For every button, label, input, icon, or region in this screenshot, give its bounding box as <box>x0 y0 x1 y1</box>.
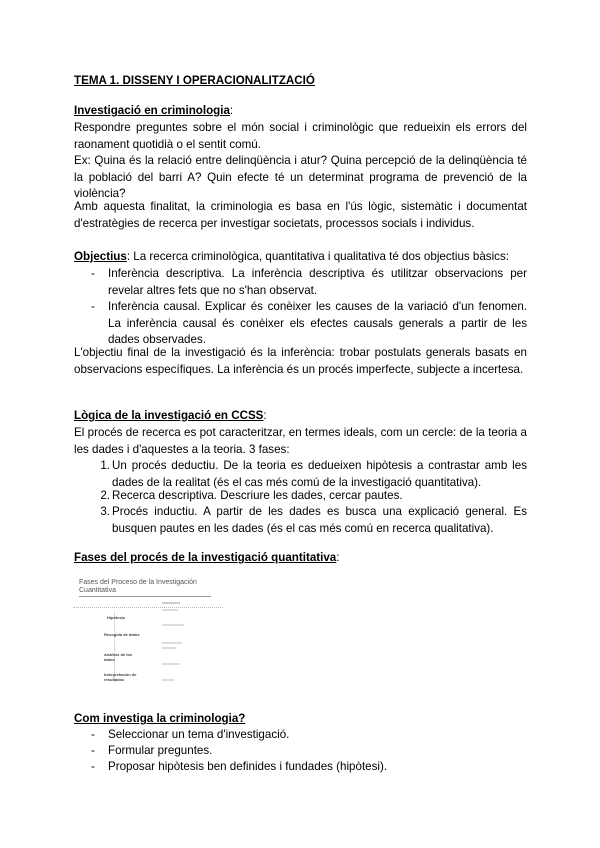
list-item: Proposar hipòtesis ben definides i fundades (hipòtesi). <box>108 760 388 773</box>
paragraph: El procés de recerca es pot caracteritzar, en termes ideals, com un cercle: de la teoria a les dades i d'aquestes a la teoria. 3 fases: <box>74 426 527 456</box>
paragraph: Ex: Quina és la relació entre delinqüència i atur? Quina percepció de la delinqüència té la població del barri A? Quin efecte té un determinat programa de prevenció de la violència? <box>74 154 527 201</box>
list-item: Inferència descriptiva. La inferència descriptiva és utilitzar observacions per revelar altres fets que no s'han observat. <box>108 267 527 297</box>
heading-text: Investigació en criminologia <box>74 104 230 117</box>
list-bullet: - <box>91 744 95 757</box>
paragraph: Amb aquesta finalitat, la criminologia es basa en l'ús lògic, sistemàtic i documentat d'estratègies de recerca per investigar societats, processos socials i individus. <box>74 200 527 230</box>
list-item: Recerca descriptiva. Descriure les dades, cercar pautes. <box>112 489 403 502</box>
figure-title: Fases del Proceso de la Investigación Cuantitativa <box>79 579 197 594</box>
figure-mark <box>162 624 184 626</box>
heading-text: Objectius <box>74 250 127 263</box>
figure-label: Interpretación de resultados <box>104 672 137 682</box>
objectius-paragraph <box>74 249 527 266</box>
figure-label: Recogida de datos <box>104 632 140 637</box>
list-bullet: - <box>91 267 95 280</box>
section-heading-fases: Fases del procés de la investigació quantitativa: <box>74 551 340 564</box>
figure-mark <box>162 609 178 611</box>
list-bullet: - <box>91 300 95 313</box>
intro-text: : La recerca criminològica, quantitativa i qualitativa té dos objectius bàsics: <box>126 250 509 263</box>
paragraph: L'objectiu final de la investigació és la inferència: trobar postulats generals basats en observacions específiques. La inferència és un procés imperfecte, subjecte a incertesa. <box>74 346 527 376</box>
list-item: Inferència causal. Explicar és conèixer les causes de la variació d'un fenomen. La inferència causal és conèixer els efectes causals generals a partir de les dades observades. <box>108 300 527 347</box>
list-number: 3. <box>100 505 110 518</box>
list-number: 2. <box>100 489 110 502</box>
figure-mark <box>162 679 174 681</box>
figure-mark <box>162 647 176 649</box>
heading-text: Lògica de la investigació en CCSS <box>74 409 264 422</box>
list-bullet: - <box>91 728 95 741</box>
list-bullet: - <box>91 760 95 773</box>
heading-text: Fases del procés de la investigació quantitativa <box>74 551 337 564</box>
paragraph: Respondre preguntes sobre el món social i criminològic que redueixin els errors del raonament quotidià o el sentit comú. <box>74 121 527 151</box>
figure-label: Análisis de los datos <box>104 652 133 662</box>
list-item: Formular preguntes. <box>108 744 213 757</box>
list-number: 1. <box>100 459 110 472</box>
figure-rule <box>79 596 211 597</box>
figure-mark <box>162 602 180 604</box>
section-heading-com-investiga: Com investiga la criminologia? <box>74 712 246 725</box>
list-item: Seleccionar un tema d'investigació. <box>108 728 290 741</box>
figure-label: Hipótesis <box>107 615 126 620</box>
process-figure <box>70 575 230 690</box>
document-title: TEMA 1. DISSENY I OPERACIONALITZACIÓ <box>74 74 315 87</box>
section-heading-logica: Lògica de la investigació en CCSS: <box>74 409 267 422</box>
list-item: Un procés deductiu. De la teoria es dedueixen hipòtesis a contrastar amb les dades de la realitat (és el cas més comú de la investigació quantitativa). <box>112 459 527 489</box>
list-item: Procés inductiu. A partir de les dades es busca una explicació general. Es busquen pautes en les dades (és el cas més comú en recerca qualitativa). <box>112 505 527 535</box>
figure-divider <box>73 607 223 608</box>
figure-mark <box>162 663 180 665</box>
figure-mark <box>162 642 182 644</box>
section-heading-investigacio: Investigació en criminologia: <box>74 104 234 117</box>
